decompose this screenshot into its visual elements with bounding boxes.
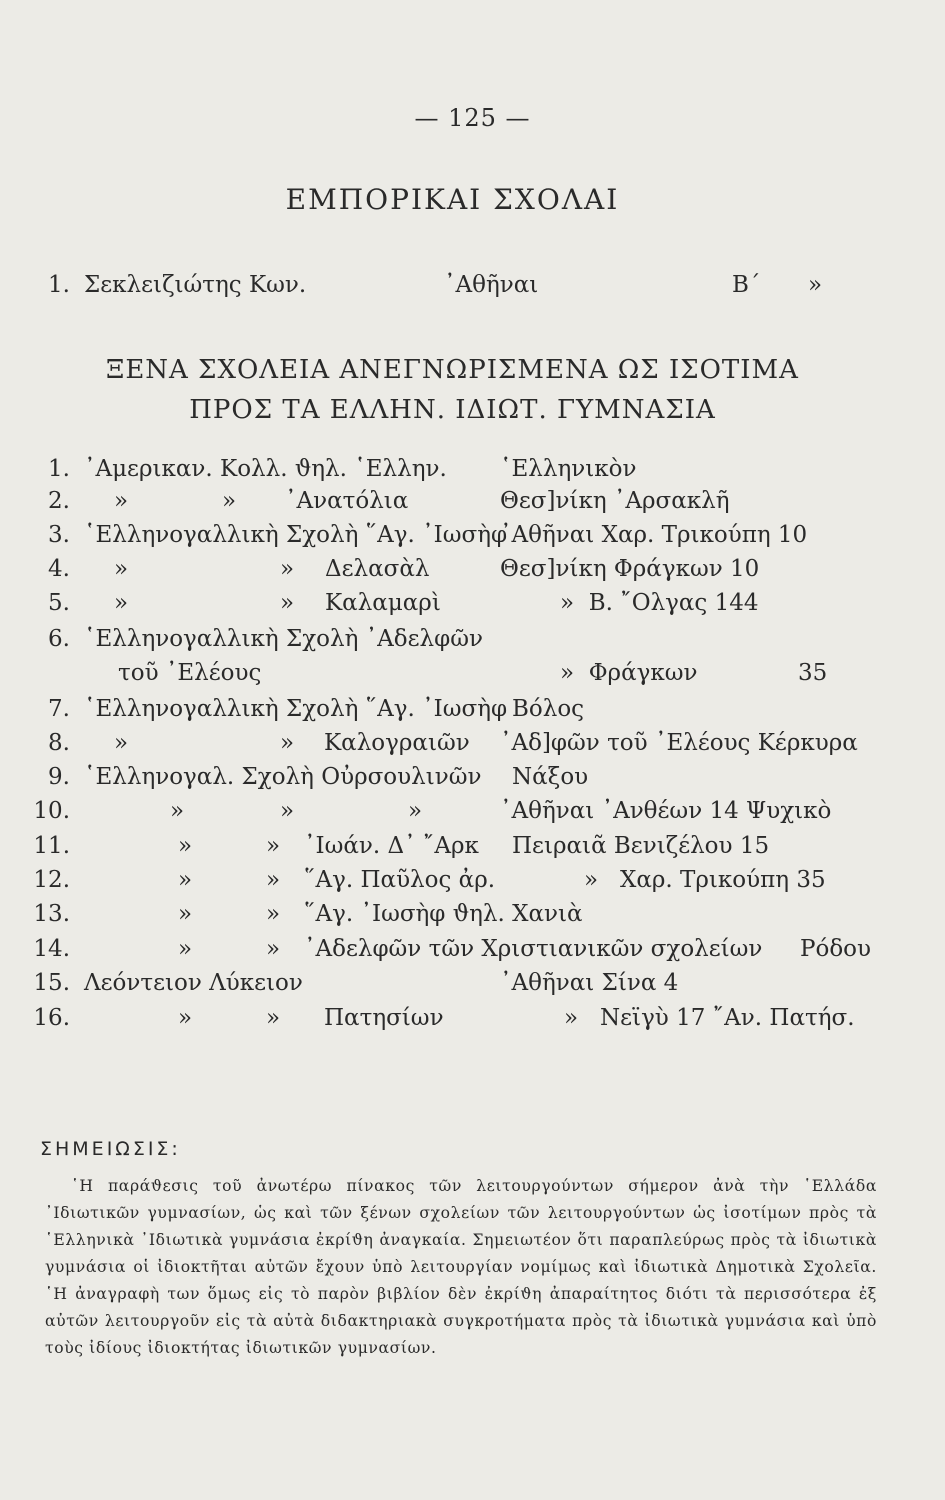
school-name: ῾Ελληνογαλ. Σχολὴ Οὐρσουλινῶν bbox=[84, 764, 482, 790]
ditto-mark: » bbox=[280, 556, 295, 582]
item-number: 12. bbox=[33, 867, 70, 893]
item-number: 5. bbox=[48, 590, 70, 616]
school-location: » Φράγκων bbox=[560, 660, 698, 686]
school-location: ᾿Αθῆναι ᾿Ανθέων 14 Ψυχικὸ bbox=[500, 798, 832, 824]
ditto-mark: » bbox=[280, 590, 295, 616]
item-number: 9. bbox=[48, 764, 70, 790]
item-number: 15. bbox=[33, 970, 70, 996]
school-name: ᾿Αδελφῶν τῶν Χριστιανικῶν σχολείων bbox=[304, 936, 763, 962]
list-item bbox=[0, 730, 945, 764]
section-title-commercial-schools: ΕΜΠΟΡΙΚΑΙ ΣΧΟΛΑΙ bbox=[285, 183, 620, 216]
list-item bbox=[0, 696, 945, 730]
ditto-mark: » bbox=[114, 730, 129, 756]
street-number: 35 bbox=[798, 660, 828, 686]
school-name: ῞Αγ. Παῦλος ἀρ. bbox=[304, 867, 496, 893]
item-number: 11. bbox=[33, 833, 70, 859]
ditto-mark: » bbox=[114, 590, 129, 616]
ditto-mark: » bbox=[266, 867, 281, 893]
item-number: 6. bbox=[48, 626, 70, 652]
list-item bbox=[0, 272, 945, 306]
ditto-mark: » bbox=[114, 556, 129, 582]
ditto-mark: » bbox=[266, 936, 281, 962]
item-number: 1. bbox=[48, 272, 70, 298]
school-name: ῾Ελληνογαλλικὴ Σχολὴ ῞Αγ. ᾿Ιωσὴφ bbox=[84, 696, 508, 722]
school-name: ῾Ελληνογαλλικὴ Σχολὴ ᾿Αδελφῶν bbox=[84, 626, 483, 652]
item-number: 14. bbox=[33, 936, 70, 962]
school-grade: Β΄ bbox=[732, 272, 761, 298]
item-number: 1. bbox=[48, 456, 70, 482]
list-item bbox=[0, 1005, 945, 1039]
item-number: 13. bbox=[33, 901, 70, 927]
ditto-mark: » bbox=[280, 798, 295, 824]
ditto-mark: » bbox=[266, 1005, 281, 1031]
school-location: ᾿Αδ]φῶν τοῦ ᾿Ελέους Κέρκυρα bbox=[500, 730, 858, 756]
ditto-mark: » bbox=[408, 798, 423, 824]
school-name-continued: τοῦ ᾿Ελέους bbox=[118, 660, 262, 686]
list-item bbox=[0, 764, 945, 798]
ditto-mark: » bbox=[280, 730, 295, 756]
school-location: Θεσ]νίκη Φράγκων 10 bbox=[500, 556, 760, 582]
item-number: 7. bbox=[48, 696, 70, 722]
list-item bbox=[0, 833, 945, 867]
list-item bbox=[0, 556, 945, 590]
ditto-mark: » bbox=[178, 867, 193, 893]
school-location: ᾿Αθῆναι Σίνα 4 bbox=[500, 970, 679, 996]
list-item bbox=[0, 798, 945, 832]
school-name: Πατησίων bbox=[324, 1005, 444, 1031]
notes-title: ΣΗΜΕΙΩΣΙΣ: bbox=[40, 1138, 181, 1160]
ditto-mark: » bbox=[222, 488, 237, 514]
ditto-mark: » bbox=[178, 901, 193, 927]
school-name: Καλαμαρὶ bbox=[325, 590, 441, 616]
school-location: » Χαρ. Τρικούπη 35 bbox=[584, 867, 826, 893]
list-item bbox=[0, 488, 945, 522]
list-item bbox=[0, 522, 945, 556]
list-item bbox=[0, 936, 945, 970]
page-number: — 125 — bbox=[414, 104, 531, 132]
notes-paragraph: ῾Η παράϑεσις τοῦ ἀνωτέρω πίνακος τῶν λειτουργούντων σήμερον ἀνὰ τὴν ῾Ελλάδα ᾿Ιδιωτικῶν γυμνασίων, ὡς καὶ τῶν ξένων σχολείων τῶν λειτουργούντων ὡς ἰσοτίμων πρὸς τὰ ῾Ελληνικὰ ᾿Ιδιωτικὰ γυμνάσια ἐκρίϑη ἀναγκαία. Σημειωτέον ὅτι παραπλεύρως πρὸς τὰ ἰδιωτικὰ γυμνάσια οἱ ἰδιοκτῆται αὐτῶν ἔχουν ὑπὸ λειτουργίαν νομίμως καὶ ἰδιωτικὰ Δημοτικὰ Σχολεῖα. ῾Η ἀναγραφὴ των ὅμως εἰς τὸ παρὸν βιβλίον δὲν ἐκρίϑη ἀπαραίτητος διότι τὰ περισσότερα ἐξ αὐτῶν λειτουργοῦν εἰς τὰ αὐτὰ διδακτηριακὰ συγκροτήματα πρὸς τὰ ἰδιωτικὰ γυμνάσια καὶ ὑπὸ τοὺς ἰδίους ἰδιοκτήτας ἰδιωτικῶν γυμνασίων. bbox=[45, 1177, 877, 1357]
list-item bbox=[0, 456, 945, 490]
item-number: 2. bbox=[48, 488, 70, 514]
ditto-mark: » bbox=[178, 1005, 193, 1031]
school-name: ῞Αγ. ᾿Ιωσὴφ ϑηλ. Χανιὰ bbox=[304, 901, 583, 927]
list-item bbox=[0, 626, 945, 660]
ditto-mark: » bbox=[266, 833, 281, 859]
item-number: 3. bbox=[48, 522, 70, 548]
school-name: ᾿Ιωάν. Δ᾿ ῎Αρκ bbox=[304, 833, 479, 859]
item-number: 8. bbox=[48, 730, 70, 756]
school-name: ᾿Αμερικαν. Κολλ. ϑηλ. ῾Ελλην. bbox=[84, 456, 447, 482]
item-number: 16. bbox=[33, 1005, 70, 1031]
list-item bbox=[0, 867, 945, 901]
section-title-foreign-schools-line2: ΠΡΟΣ ΤΑ ΕΛΛΗΝ. ΙΔΙΩΤ. ΓΥΜΝΑΣΙΑ bbox=[189, 395, 716, 425]
school-name: ᾿Ανατόλια bbox=[285, 488, 409, 514]
school-location: Θεσ]νίκη ᾿Αρσακλῆ bbox=[500, 488, 730, 514]
school-name: Δελασὰλ bbox=[325, 556, 430, 582]
ditto-mark: » bbox=[170, 798, 185, 824]
school-name: Σεκλειζιώτης Κων. bbox=[84, 272, 307, 298]
school-location: ῾Ελληνικὸν bbox=[500, 456, 637, 482]
school-location: » Β. ῎Ολγας 144 bbox=[560, 590, 759, 616]
ditto-mark: » bbox=[266, 901, 281, 927]
section-title-foreign-schools-line1: ΞΕΝΑ ΣΧΟΛΕΙΑ ΑΝΕΓΝΩΡΙΣΜΕΝΑ ΩΣ ΙΣΟΤΙΜΑ bbox=[106, 355, 799, 385]
list-item bbox=[0, 590, 945, 624]
item-number: 4. bbox=[48, 556, 70, 582]
list-item bbox=[0, 970, 945, 1004]
list-item bbox=[0, 901, 945, 935]
list-item bbox=[0, 660, 945, 694]
school-name: ῾Ελληνογαλλικὴ Σχολὴ ῞Αγ. ᾿Ιωσὴφ bbox=[84, 522, 508, 548]
notes-body bbox=[45, 1173, 877, 1362]
school-location: Ρόδου bbox=[800, 936, 871, 962]
school-name: Καλογραιῶν bbox=[324, 730, 470, 756]
school-location: Βόλος bbox=[512, 696, 585, 722]
ditto-mark: » bbox=[114, 488, 129, 514]
item-number: 10. bbox=[33, 798, 70, 824]
school-location: » Νεϊγὺ 17 ῎Αν. Πατήσ. bbox=[564, 1005, 855, 1031]
ditto-mark: » bbox=[178, 936, 193, 962]
ditto-mark: » bbox=[178, 833, 193, 859]
school-location: ᾿Αθῆναι Χαρ. Τρικούπη 10 bbox=[500, 522, 808, 548]
school-location: Πειραιᾶ Βενιζέλου 15 bbox=[512, 833, 770, 859]
school-location: Νάξου bbox=[512, 764, 589, 790]
ditto-mark: » bbox=[808, 272, 823, 298]
school-name: Λεόντειον Λύκειον bbox=[84, 970, 303, 996]
school-place: ᾿Αθῆναι bbox=[444, 272, 539, 298]
